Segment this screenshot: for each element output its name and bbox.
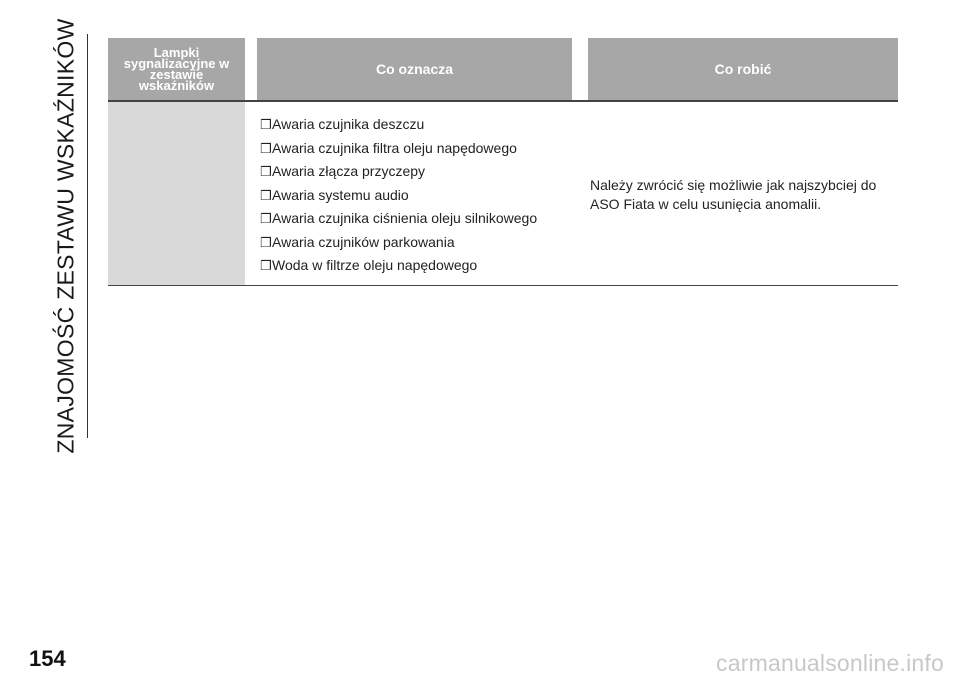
list-item: ❒Awaria czujnika filtra oleju napędowego (260, 137, 537, 161)
header-action: Co robić (588, 38, 898, 100)
list-item: ❒Woda w filtrze oleju napędowego (260, 254, 537, 278)
table-bottom-divider (108, 285, 898, 286)
list-item: ❒Awaria złącza przyczepy (260, 160, 537, 184)
checkbox-bullet-icon: ❒ (260, 187, 272, 203)
side-divider (87, 34, 88, 438)
checkbox-bullet-icon: ❒ (260, 211, 272, 226)
header-meaning: Co oznacza (257, 38, 572, 100)
page-number: 154 (29, 646, 66, 671)
checkbox-bullet-icon: ❒ (260, 164, 272, 179)
action-text: Należy zwrócić się możliwie jak najszybciej do ASO Fiata w celu usunięcia anomalii. (590, 177, 877, 212)
meaning-list (260, 113, 537, 278)
section-title: ZNAJOMOŚĆ ZESTAWU WSKAŹNIKÓW (52, 18, 79, 454)
warning-light-cell (108, 102, 245, 285)
checkbox-bullet-icon: ❒ (260, 234, 272, 250)
list-item: ❒Awaria systemu audio (260, 184, 537, 208)
table-header (108, 38, 898, 100)
watermark: carmanualsonline.info (716, 650, 944, 676)
list-item: ❒Awaria czujników parkowania (260, 231, 537, 255)
header-warning-lights: Lampki sygnalizacyjne w zestawie wskaźników (108, 38, 245, 100)
checkbox-bullet-icon: ❒ (260, 140, 272, 156)
checkbox-bullet-icon: ❒ (260, 258, 272, 273)
list-item: ❒Awaria czujnika deszczu (260, 113, 537, 137)
table-row (108, 102, 898, 285)
checkbox-bullet-icon: ❒ (260, 117, 272, 132)
list-item: ❒Awaria czujnika ciśnienia oleju silnikowego (260, 207, 537, 231)
